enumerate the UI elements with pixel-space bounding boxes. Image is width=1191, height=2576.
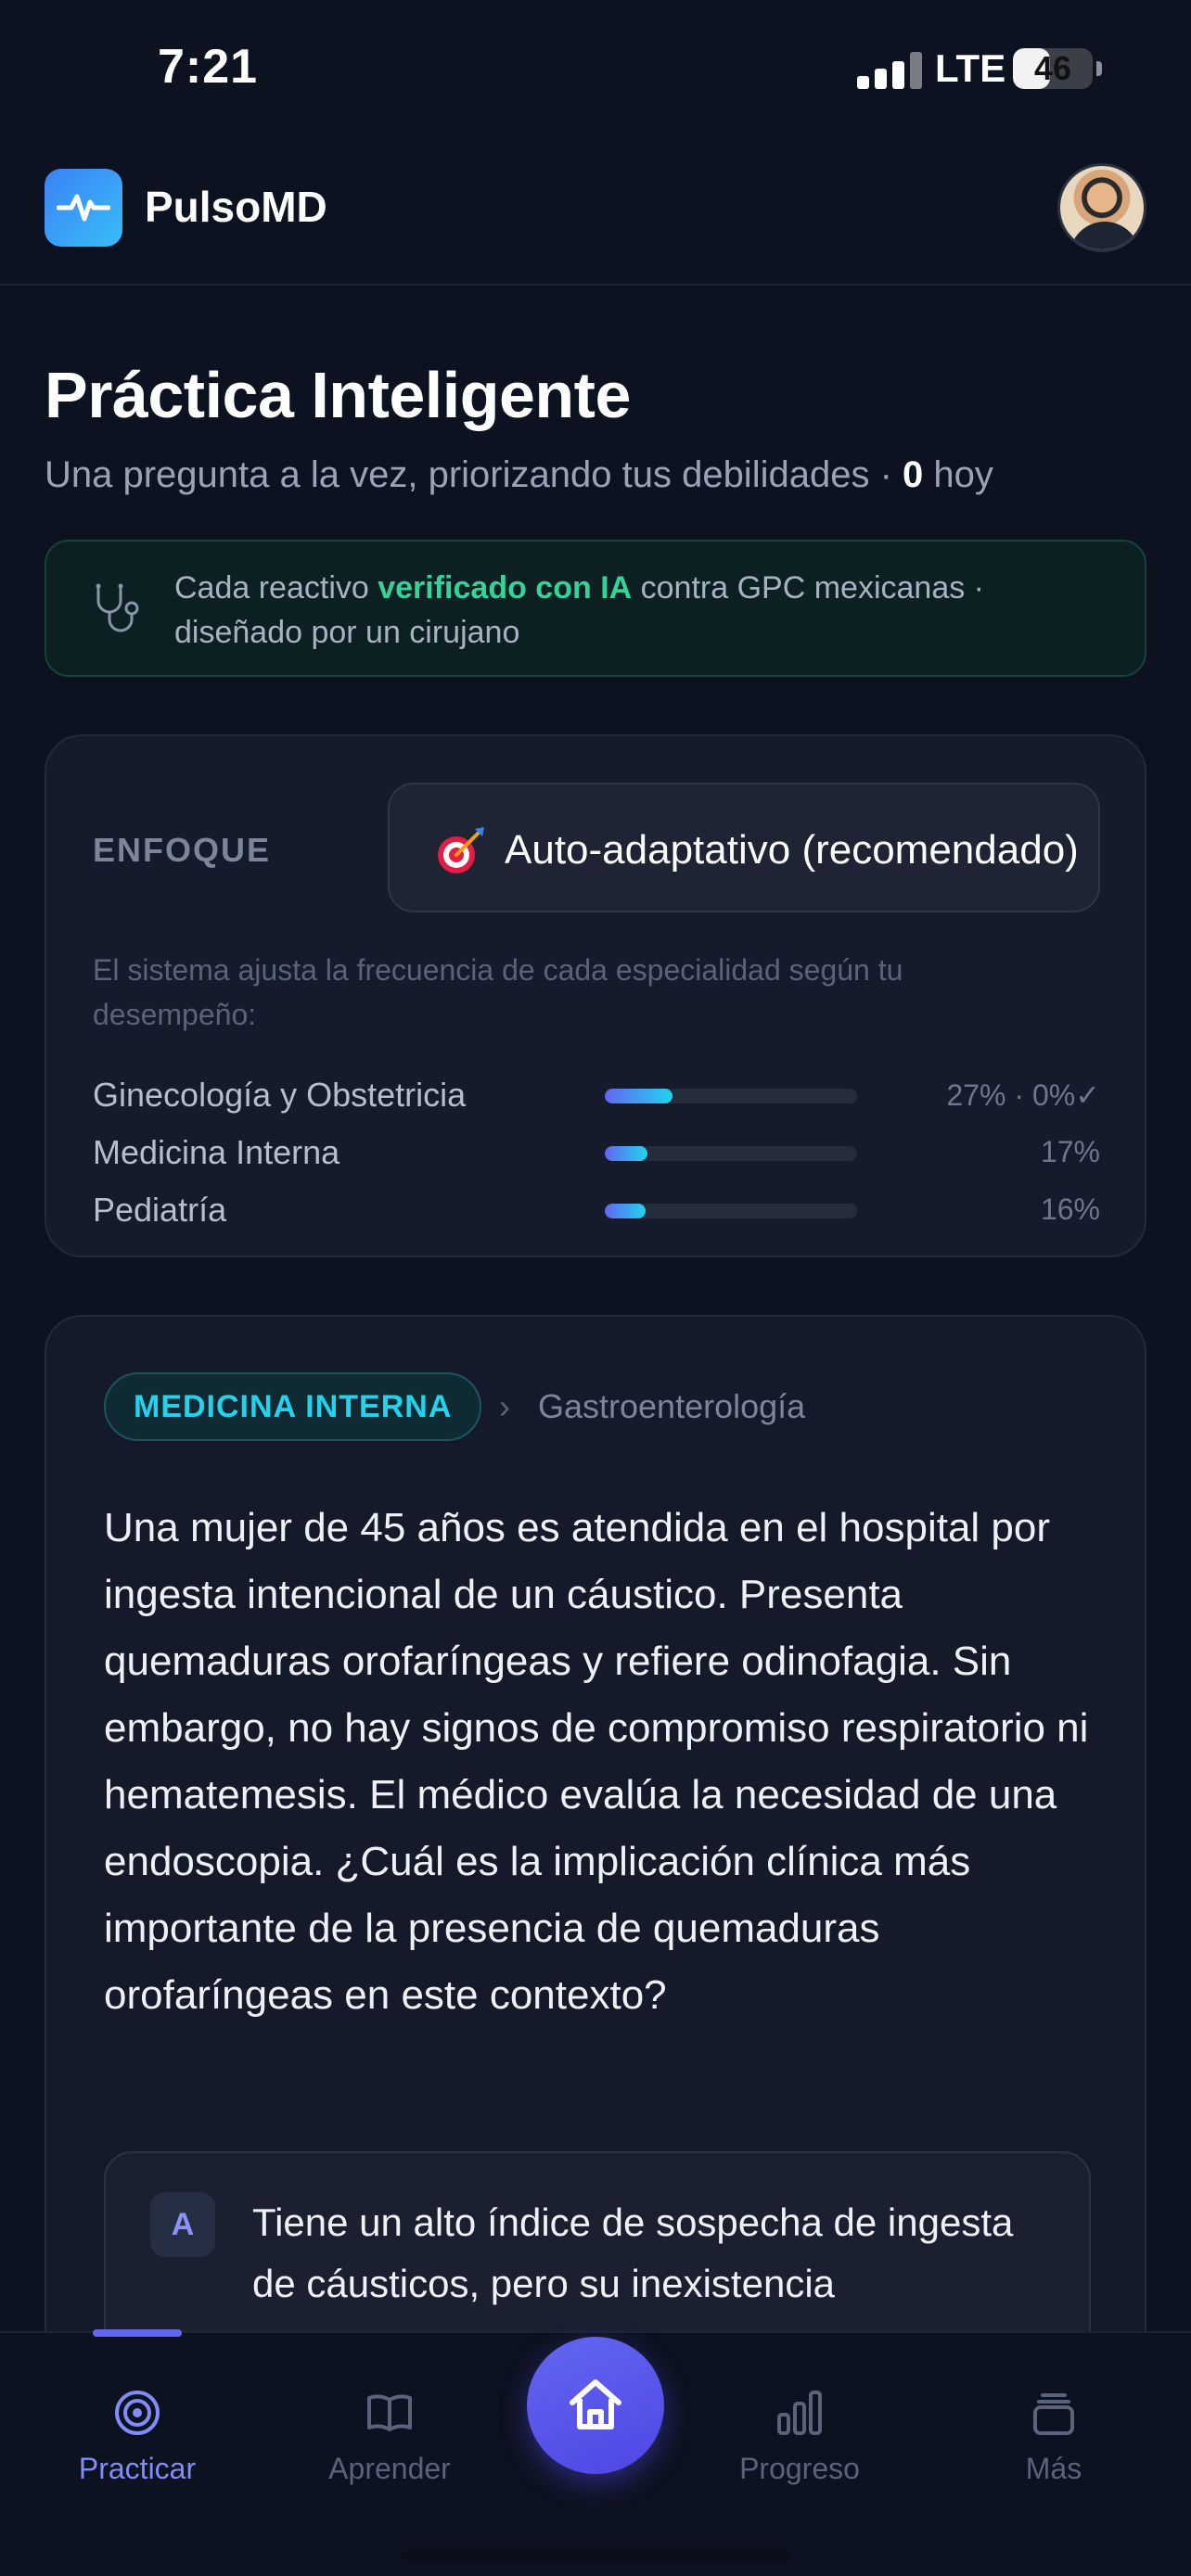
verified-banner <box>45 540 1146 677</box>
stethoscope-icon <box>85 579 147 640</box>
specialty-value: 17% <box>1040 1135 1100 1168</box>
verified-prefix: Cada reactivo <box>174 570 378 606</box>
nav-label: Más <box>1025 2452 1082 2485</box>
battery-level: 46 <box>1033 49 1072 87</box>
specialty-bar <box>605 1204 857 1218</box>
book-icon <box>364 2387 416 2439</box>
nav-label: Aprender <box>328 2452 451 2485</box>
target-icon <box>434 825 486 877</box>
specialty-name: Ginecología y Obstetricia <box>93 1076 467 1114</box>
home-button[interactable] <box>527 2337 664 2474</box>
avatar-shirt <box>1069 222 1140 252</box>
subtitle-suffix: hoy <box>923 454 993 495</box>
verified-text <box>174 566 1111 655</box>
pulse-icon[interactable] <box>45 169 122 247</box>
focus-select[interactable] <box>388 783 1100 912</box>
option-text: Tiene un alto índice de sospecha de ingesta de cáusticos, pero su inexistencia <box>252 2200 1014 2305</box>
specialty-value: 27% · 0%✓ <box>946 1078 1100 1112</box>
focus-card <box>45 734 1146 1257</box>
page-subtitle <box>45 454 993 496</box>
nav-label: Progreso <box>739 2452 860 2485</box>
nav-progreso[interactable] <box>707 2333 892 2500</box>
bottom-nav <box>0 2331 1191 2576</box>
specialty-bar-fill <box>605 1146 647 1161</box>
specialty-bar <box>605 1089 857 1103</box>
nav-practicar[interactable] <box>45 2333 230 2500</box>
status-bar <box>0 0 1191 148</box>
chevron-right-icon: › <box>499 1387 510 1425</box>
page-title: Práctica Inteligente <box>45 359 631 431</box>
layers-icon <box>1028 2387 1080 2439</box>
subspecialty-label: Gastroenterología <box>538 1387 806 1425</box>
bar-chart-icon <box>774 2387 826 2439</box>
focus-label: ENFOQUE <box>93 831 272 869</box>
app-header <box>0 148 1191 286</box>
verified-suffix: contra GPC mexicanas · diseñado por un cirujano <box>174 570 984 650</box>
specialty-badge: MEDICINA INTERNA <box>104 1372 481 1441</box>
subtitle-prefix: Una pregunta a la vez, priorizando tus debilidades · <box>45 454 903 495</box>
nav-mas[interactable] <box>961 2333 1146 2500</box>
battery-icon <box>1013 48 1093 89</box>
specialty-row <box>93 1187 1100 1233</box>
signal-icon <box>857 52 922 89</box>
focus-description: El sistema ajusta la frecuencia de cada especialidad según tu desempeño: <box>93 953 903 1031</box>
specialty-name: Pediatría <box>93 1191 227 1229</box>
specialty-row <box>93 1129 1100 1176</box>
nav-label: Practicar <box>78 2452 197 2485</box>
question-text: Una mujer de 45 años es atendida en el hospital por ingesta intencional de un cáustico. Presenta quemaduras orofaríngeas y refiere odinofagia. Sin embargo, no hay signos de compromiso respiratorio ni hematemesis. El médico evalúa la necesidad de una endoscopia. ¿Cuál es la implicación clínica más importante de la presencia de quemaduras orofaríngeas en este contexto? <box>104 1505 1089 2018</box>
specialty-bar-fill <box>605 1204 646 1218</box>
today-count: 0 <box>903 454 924 495</box>
battery-tip <box>1096 61 1102 76</box>
specialty-value: 16% <box>1040 1192 1100 1226</box>
nav-aprender[interactable] <box>297 2333 482 2500</box>
home-icon <box>563 2373 628 2438</box>
specialty-row <box>93 1072 1100 1118</box>
user-avatar[interactable] <box>1057 163 1146 252</box>
app-name[interactable]: PulsoMD <box>145 183 327 231</box>
target-icon <box>111 2387 163 2439</box>
home-indicator <box>401 2550 790 2561</box>
status-time: 7:21 <box>158 40 259 94</box>
network-type: LTE <box>935 46 1006 90</box>
verified-highlight: verificado con IA <box>378 570 633 606</box>
specialty-name: Medicina Interna <box>93 1133 340 1171</box>
focus-selected-value: Auto-adaptativo (recomendado) <box>505 827 1079 873</box>
option-letter: A <box>150 2192 215 2257</box>
specialty-bar <box>605 1146 857 1161</box>
specialty-bar-fill <box>605 1089 672 1103</box>
